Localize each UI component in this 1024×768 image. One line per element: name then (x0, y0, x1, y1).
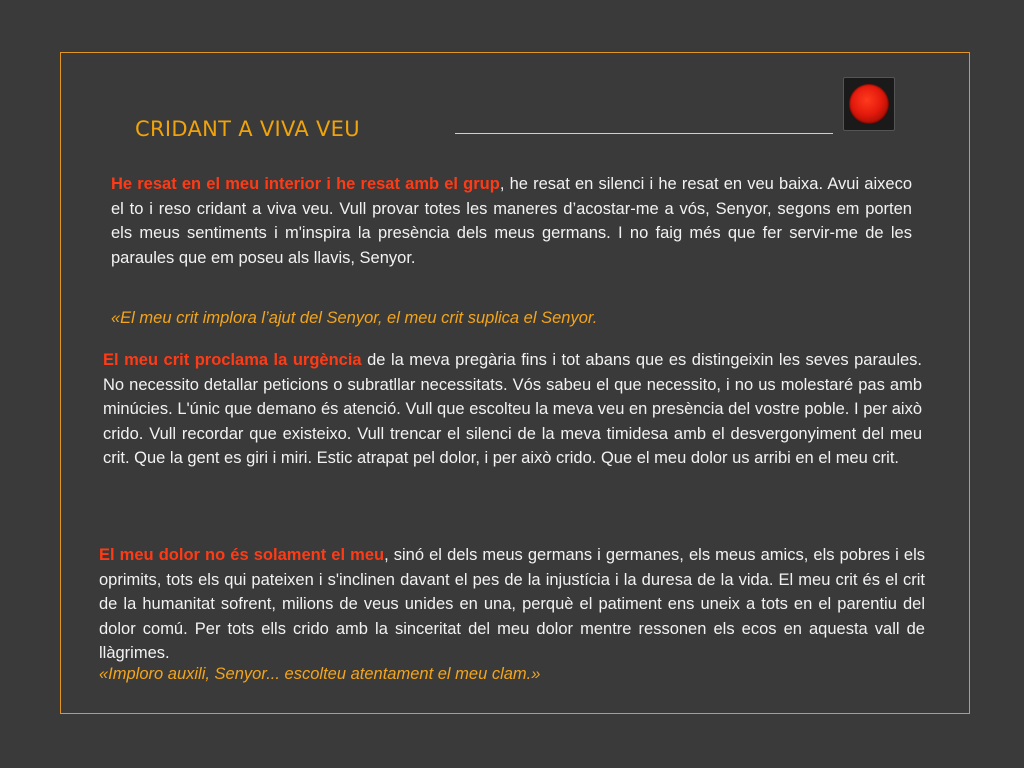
paragraph-3-text: , sinó el dels meus germans i germanes, els meus amics, els pobres i els oprimits, tots els qui pateixen i s'inclinen davant el pes de la injustícia i la duresa de la vida. El meu crit és el crit de la humanitat sofrent, milions de veus unides en una, perquè el patiment ens uneix a tots en el parentiu del dolor comú. Per tots ells crido amb la sinceritat del meu dolor mentre ressonen els ecos en aquesta vall de llàgrimes. (99, 546, 925, 662)
slide-title: CRIDANT A VIVA VEU (135, 117, 360, 141)
red-record-button[interactable] (843, 77, 895, 131)
title-underline (455, 133, 833, 134)
paragraph-1-highlight: He resat en el meu interior i he resat amb el grup (111, 175, 500, 193)
paragraph-3 (99, 543, 925, 666)
red-record-button-icon (849, 84, 889, 124)
paragraph-2-highlight: El meu crit proclama la urgència (103, 351, 362, 369)
quote-2: «Imploro auxili, Senyor... escolteu atentament el meu clam.» (99, 665, 541, 683)
paragraph-1-text: , he resat en silenci i he resat en veu baixa. Avui aixeco el to i reso cridant a viva veu. Vull provar totes les maneres d’acostar-me a vós, Senyor, segons em porten els meus sentiments i m'inspira la presència dels meus germans. I no faig més que fer servir-me de les paraules que em poseu als llavis, Senyor. (111, 175, 912, 267)
quote-1: «El meu crit implora l’ajut del Senyor, el meu crit suplica el Senyor. (111, 309, 598, 327)
paragraph-2-text: de la meva pregària fins i tot abans que es distingeixin les seves paraules. No necessito detallar peticions o subratllar necessitats. Vós sabeu el que necessito, i no us molestaré pas amb minúcies. L'únic que demano és atenció. Vull que escolteu la meva veu en presència del vostre poble. I per això crido. Vull recordar que existeixo. Vull trencar el silenci de la meva timidesa amb el desvergonyiment del meu crit. Que la gent es giri i miri. Estic atrapat pel dolor, i per això crido. Que el meu dolor us arribi en el meu crit. (103, 351, 923, 467)
paragraph-2 (103, 348, 922, 471)
paragraph-1 (111, 172, 912, 270)
paragraph-3-highlight: El meu dolor no és solament el meu (99, 546, 385, 564)
